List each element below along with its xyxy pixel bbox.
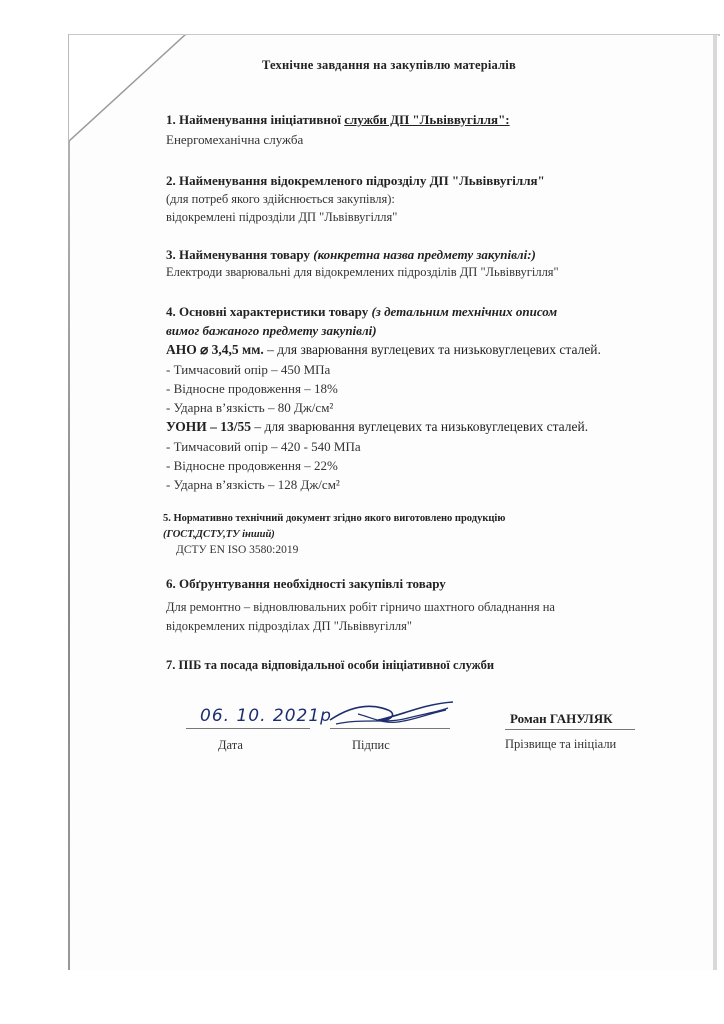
item-2-prop: - Відносне продовження – 22% [166, 458, 338, 473]
signature-label: Підпис [352, 738, 390, 752]
section-1-heading-underlined: служби ДП "Львіввугілля": [344, 112, 510, 127]
item-1-line [166, 342, 601, 358]
section-2-value: відокремлені підрозділи ДП "Львіввугілля" [166, 210, 398, 224]
page-right-edge [713, 35, 717, 970]
name-line [505, 729, 635, 730]
date-line [186, 728, 310, 729]
item-1-prop: - Відносне продовження – 18% [166, 381, 338, 396]
item-2-prop: - Ударна в’язкість – 128 Дж/см² [166, 477, 340, 492]
item-1-desc: – для зварювання вуглецевих та низьковуглецевих сталей. [263, 342, 601, 357]
section-1-value: Енергомеханічна служба [166, 132, 304, 147]
section-3-value: Електроди зварювальні для відокремлених підрозділів ДП "Львіввугілля" [166, 265, 559, 279]
signer-name: Роман ГАНУЛЯК [510, 711, 613, 726]
item-1-name: АНО ⌀ 3,4,5 мм. [166, 342, 264, 357]
section-2-note: (для потреб якого здійснюється закупівля): [166, 192, 395, 206]
section-7-heading: 7. ПІБ та посада відповідальної особи ініціативної служби [166, 658, 495, 672]
document-title: Технічне завдання на закупівлю матеріалів [262, 58, 516, 72]
section-1-heading [166, 112, 510, 128]
item-2-desc: – для зварювання вуглецевих та низьковуглецевих сталей. [251, 419, 589, 434]
item-1-prop: - Тимчасовий опір – 450 МПа [166, 362, 331, 377]
handwritten-date: 06. 10. 2021р [200, 706, 332, 726]
section-5-value: ДСТУ EN ISO 3580:2019 [176, 544, 299, 556]
section-4-heading-italic-2: вимог бажаного предмету закупівлі) [166, 323, 377, 338]
section-4-heading-italic-1: (з детальним технічних описом [371, 304, 558, 319]
section-6-line-1: Для ремонтно – відновлювальних робіт гірничо шахтного обладнання на [166, 600, 555, 614]
item-1-prop: - Ударна в’язкість – 80 Дж/см² [166, 400, 334, 415]
section-6-line-2: відокремлених підрозділах ДП "Львіввугілля" [166, 619, 412, 633]
signature-line [330, 728, 450, 729]
section-4-heading-text: 4. Основні характеристики товару [166, 304, 372, 319]
section-3-heading-text: 3. Найменування товару [166, 247, 314, 262]
section-1-heading-text: 1. Найменування ініціативної [166, 112, 345, 127]
section-2-heading: 2. Найменування відокремленого підрозділу ДП "Львіввугілля" [166, 173, 545, 188]
section-6-heading: 6. Обґрунтування необхідності закупівлі товару [166, 576, 446, 591]
name-label: Прізвище та ініціали [505, 737, 617, 751]
item-2-line [166, 419, 588, 435]
date-label: Дата [218, 738, 243, 752]
section-4-heading [166, 304, 557, 320]
item-2-prop: - Тимчасовий опір – 420 - 540 МПа [166, 439, 361, 454]
item-2-name: УОНИ – 13/55 [166, 419, 251, 434]
section-5-note: (ГОСТ,ДСТУ,ТУ інший) [163, 529, 275, 540]
section-3-heading [166, 247, 536, 263]
section-5-heading: 5. Нормативно технічний документ згідно якого виготовлено продукцію [163, 513, 506, 524]
page-left-edge [68, 35, 70, 970]
section-3-heading-italic: (конкретна назва предмету закупівлі:) [313, 247, 536, 262]
